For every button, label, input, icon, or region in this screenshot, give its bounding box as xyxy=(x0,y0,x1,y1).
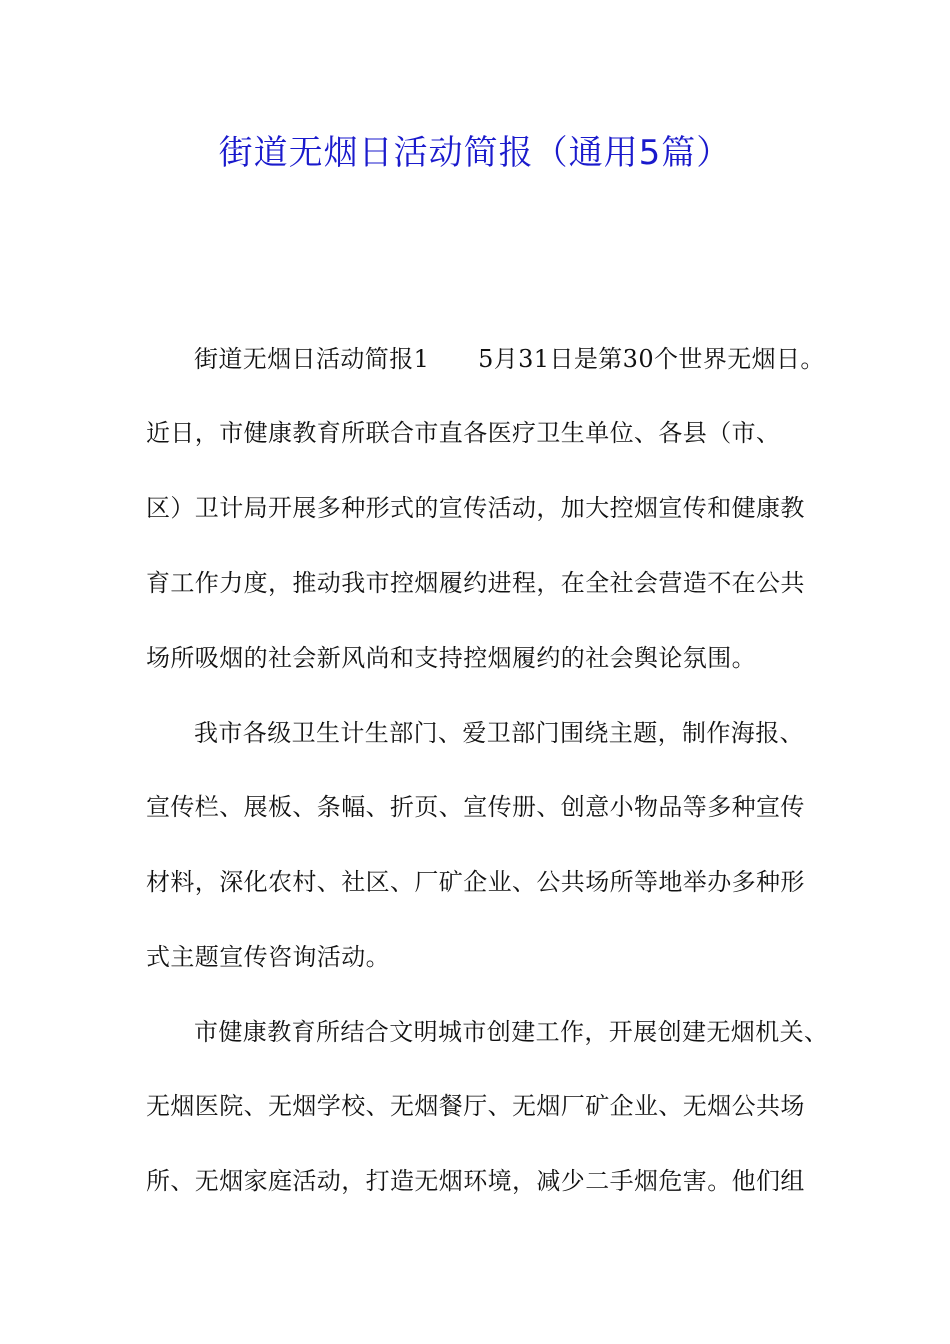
paragraph-line: 式主题宣传咨询活动。 xyxy=(146,943,390,971)
paragraph-line: 场所吸烟的社会新风尚和支持控烟履约的社会舆论氛围。 xyxy=(146,644,756,672)
paragraph-line: 无烟医院、无烟学校、无烟餐厅、无烟厂矿企业、无烟公共场 xyxy=(146,1092,805,1120)
paragraph-line: 育工作力度，推动我市控烟履约进程，在全社会营造不在公共 xyxy=(146,569,805,597)
paragraph-line: 材料，深化农村、社区、厂矿企业、公共场所等地举办多种形 xyxy=(146,868,805,896)
document-title: 街道无烟日活动简报（通用5篇） xyxy=(218,133,732,173)
paragraph-line: 宣传栏、展板、条幅、折页、宣传册、创意小物品等多种宣传 xyxy=(146,793,805,821)
paragraph-line: 区）卫计局开展多种形式的宣传活动，加大控烟宣传和健康教 xyxy=(146,494,805,522)
paragraph-line: 市健康教育所结合文明城市创建工作，开展创建无烟机关、 xyxy=(194,1018,829,1046)
paragraph-line: 我市各级卫生计生部门、爱卫部门围绕主题，制作海报、 xyxy=(194,719,804,747)
paragraph-line: 所、无烟家庭活动，打造无烟环境，减少二手烟危害。他们组 xyxy=(146,1167,805,1195)
paragraph-line: 近日，市健康教育所联合市直各医疗卫生单位、各县（市、 xyxy=(146,419,781,447)
paragraph-line: 街道无烟日活动简报1 5月31日是第30个世界无烟日。 xyxy=(194,345,825,373)
